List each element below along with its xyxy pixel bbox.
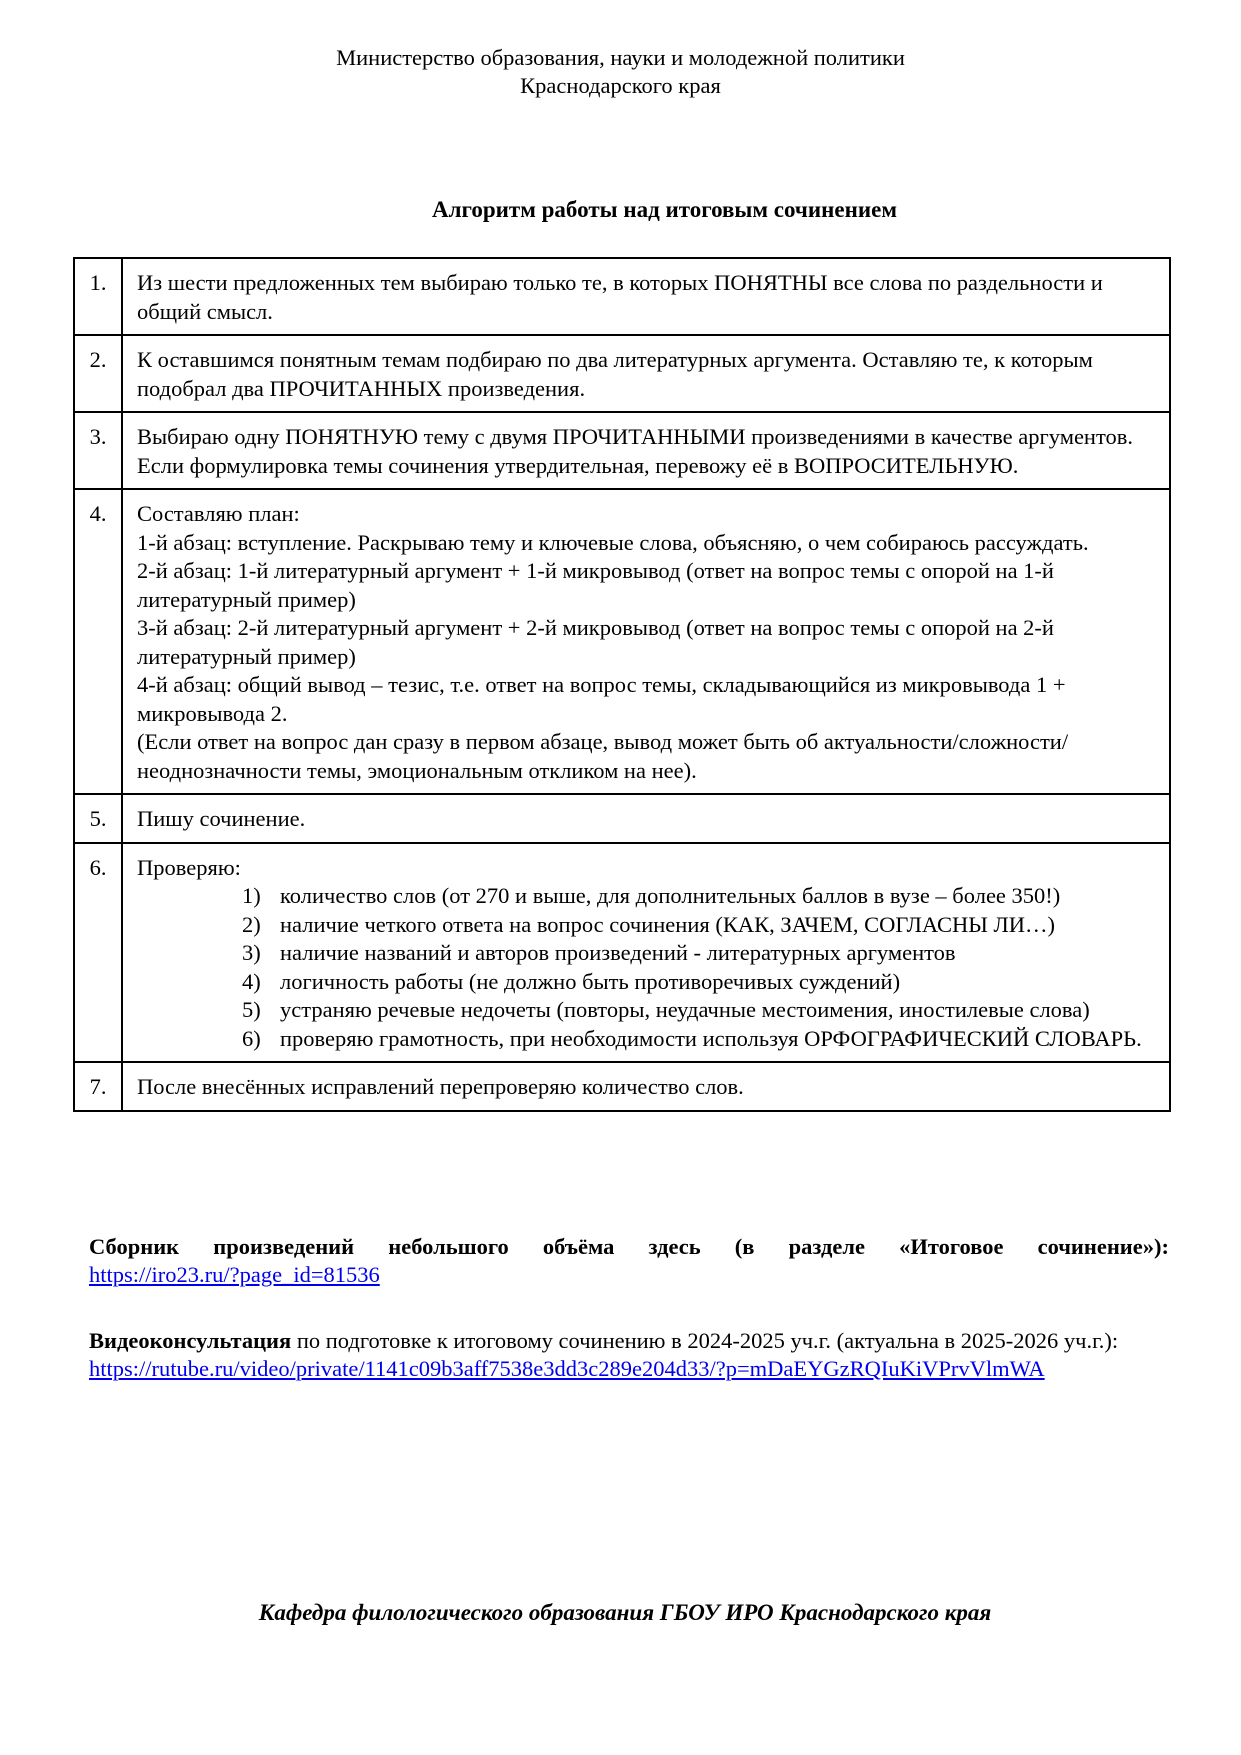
- document-title: Алгоритм работы над итоговым сочинением: [432, 197, 897, 222]
- plan-paragraph-2: 2-й абзац: 1-й литературный аргумент + 1-й микровывод (ответ на вопрос темы с опорой на 1-й литературный пример): [137, 558, 1054, 612]
- step-text: Пишу сочинение.: [122, 794, 1170, 843]
- step-checklist: [122, 843, 1170, 1063]
- footer-department: Кафедра филологического образования ГБОУ ИРО Краснодарского края: [258, 1600, 992, 1625]
- list-item: [242, 996, 1159, 1025]
- table-row: [74, 412, 1170, 489]
- list-item: [242, 939, 1159, 968]
- step-text: Выбираю одну ПОНЯТНУЮ тему с двумя ПРОЧИТАННЫМИ произведениями в качестве аргументов. Если формулировка темы сочинения утвердительная, перевожу её в ВОПРОСИТЕЛЬНУЮ.: [122, 412, 1170, 489]
- step-number: 4.: [74, 489, 122, 794]
- list-item: [242, 882, 1159, 911]
- list-marker: 5): [242, 997, 261, 1022]
- collection-paragraph: [89, 1233, 1169, 1289]
- step-number: 1.: [74, 258, 122, 335]
- video-lead: Видеоконсультация: [89, 1328, 292, 1353]
- step-plan: [122, 489, 1170, 794]
- video-text: по подготовке к итоговому сочинению в 2024-2025 уч.г. (актуальна в 2025-2026 уч.г.):: [291, 1328, 1119, 1353]
- step-text: Из шести предложенных тем выбираю только те, в которых ПОНЯТНЫ все слова по раздельности и общий смысл.: [122, 258, 1170, 335]
- list-item-text: проверяю грамотность, при необходимости используя ОРФОГРАФИЧЕСКИЙ СЛОВАРЬ.: [280, 1025, 1142, 1051]
- step-text: К оставшимся понятным темам подбираю по два литературных аргумента. Оставляю те, к которым подобрал два ПРОЧИТАННЫХ произведения.: [122, 335, 1170, 412]
- list-item: [242, 911, 1159, 940]
- table-row: [74, 258, 1170, 335]
- list-marker: 6): [242, 1025, 261, 1051]
- video-paragraph: [89, 1327, 1169, 1383]
- list-item: [242, 968, 1159, 997]
- list-item-text: наличие четкого ответа на вопрос сочинения (КАК, ЗАЧЕМ, СОГЛАСНЫ ЛИ…): [280, 911, 1056, 937]
- plan-heading: Составляю план:: [137, 501, 300, 526]
- step-number: 6.: [74, 843, 122, 1063]
- table-row: [74, 489, 1170, 794]
- step-number: 3.: [74, 412, 122, 489]
- algorithm-table: [73, 257, 1171, 1112]
- list-item-text: устраняю речевые недочеты (повторы, неудачные местоимения, иностилевые слова): [280, 997, 1090, 1022]
- table-row: [74, 335, 1170, 412]
- checklist: [137, 882, 1159, 1053]
- list-marker: 3): [242, 940, 261, 965]
- table-row: [74, 1062, 1170, 1111]
- collection-lead: Сборник произведений небольшого объёма здесь (в разделе «Итоговое сочинение»):: [89, 1234, 1169, 1259]
- plan-paragraph-4: 4-й абзац: общий вывод – тезис, т.е. ответ на вопрос темы, складывающийся из микровывода 1 + микровывода 2.: [137, 672, 1066, 726]
- plan-paragraph-3: 3-й абзац: 2-й литературный аргумент + 2-й микровывод (ответ на вопрос темы с опорой на 2-й литературный пример): [137, 615, 1054, 669]
- list-item: [242, 1025, 1159, 1054]
- list-item-text: количество слов (от 270 и выше, для дополнительных баллов в вузе – более 350!): [280, 883, 1061, 908]
- ministry-header: [0, 44, 1241, 100]
- list-marker: 4): [242, 968, 261, 994]
- step-number: 5.: [74, 794, 122, 843]
- checklist-heading: Проверяю:: [137, 854, 241, 880]
- video-link[interactable]: https://rutube.ru/video/private/1141c09b3aff7538e3dd3c289e204d33/?p=mDaEYGzRQIuKiVPrvVlmWA: [89, 1356, 1045, 1381]
- step-number: 7.: [74, 1062, 122, 1111]
- list-item-text: логичность работы (не должно быть противоречивых суждений): [280, 968, 901, 994]
- ministry-line-2: Краснодарского края: [520, 73, 721, 98]
- list-item-text: наличие названий и авторов произведений - литературных аргументов: [280, 940, 956, 965]
- plan-note: (Если ответ на вопрос дан сразу в первом абзаце, вывод может быть об актуальности/сложности/неоднозначности темы, эмоциональным откликом на нее).: [137, 729, 1069, 783]
- list-marker: 2): [242, 911, 261, 937]
- plan-paragraph-1: 1-й абзац: вступление. Раскрываю тему и ключевые слова, объясняю, о чем собираюсь рассуждать.: [137, 529, 1089, 555]
- table-row: [74, 843, 1170, 1063]
- table-row: [74, 794, 1170, 843]
- step-text: После внесённых исправлений перепроверяю количество слов.: [122, 1062, 1170, 1111]
- step-number: 2.: [74, 335, 122, 412]
- collection-link[interactable]: https://iro23.ru/?page_id=81536: [89, 1262, 380, 1287]
- ministry-line-1: Министерство образования, науки и молодежной политики: [336, 45, 905, 70]
- list-marker: 1): [242, 883, 261, 908]
